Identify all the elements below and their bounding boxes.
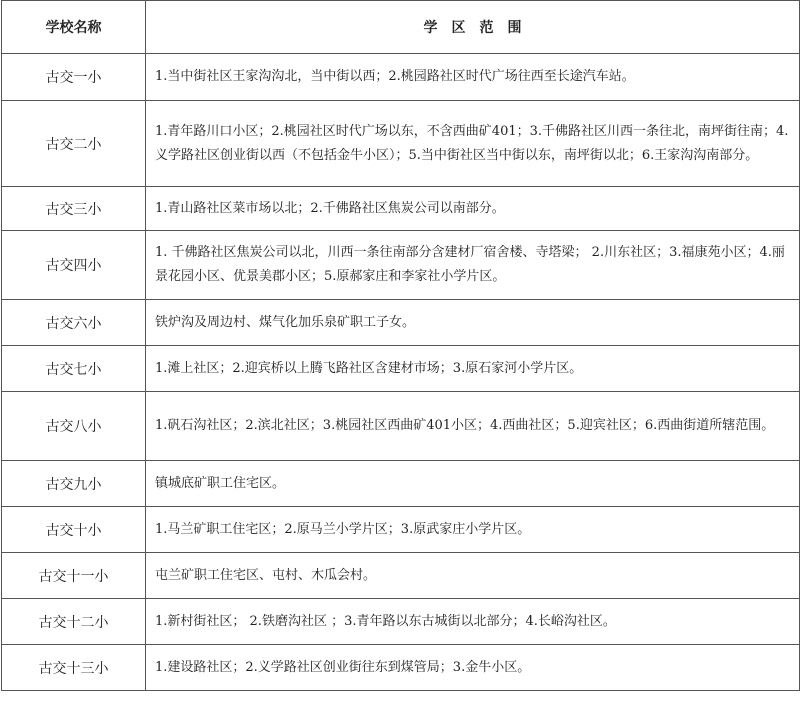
district-range-cell: 1.矾石沟社区；2.滨北社区；3.桃园社区西曲矿401小区；4.西曲社区；5.迎宾社区；6.西曲街道所辖范围。 xyxy=(146,392,800,461)
district-range-cell: 屯兰矿职工住宅区、屯村、木瓜会村。 xyxy=(146,553,800,599)
table-row xyxy=(2,507,800,553)
table-row xyxy=(2,553,800,599)
school-name-cell: 古交十二小 xyxy=(2,599,146,645)
school-name-cell: 古交十小 xyxy=(2,507,146,553)
school-name-cell: 古交一小 xyxy=(2,54,146,101)
table-row xyxy=(2,392,800,461)
school-name-cell: 古交八小 xyxy=(2,392,146,461)
district-range-cell: 1.马兰矿职工住宅区；2.原马兰小学片区；3.原武家庄小学片区。 xyxy=(146,507,800,553)
district-range-cell: 1. 千佛路社区焦炭公司以北，川西一条往南部分含建材厂宿舍楼、寺塔梁； 2.川东社区；3.福康苑小区；4.丽景花园小区、优景美郡小区；5.原郝家庄和李家社小学片区。 xyxy=(146,231,800,300)
district-range-cell: 1.当中街社区王家沟沟北，当中街以西；2.桃园路社区时代广场往西至长途汽车站。 xyxy=(146,54,800,101)
table-row xyxy=(2,599,800,645)
district-range-cell: 1.建设路社区；2.义学路社区创业街往东到煤管局；3.金牛小区。 xyxy=(146,645,800,691)
table-row xyxy=(2,461,800,507)
table-row xyxy=(2,101,800,187)
table-header-row xyxy=(2,1,800,54)
table-row xyxy=(2,346,800,392)
table-row xyxy=(2,300,800,346)
district-range-cell: 镇城底矿职工住宅区。 xyxy=(146,461,800,507)
school-name-cell: 古交四小 xyxy=(2,231,146,300)
school-name-cell: 古交十三小 xyxy=(2,645,146,691)
district-range-cell: 1.新村街社区； 2.铁磨沟社区 ；3.青年路以东古城街以北部分；4.长峪沟社区。 xyxy=(146,599,800,645)
school-name-cell: 古交六小 xyxy=(2,300,146,346)
table-row xyxy=(2,231,800,300)
district-range-cell: 1.滩上社区；2.迎宾桥以上腾飞路社区含建材市场；3.原石家河小学片区。 xyxy=(146,346,800,392)
table-row xyxy=(2,187,800,231)
school-district-table xyxy=(1,0,800,691)
district-range-cell: 1.青山路社区菜市场以北；2.千佛路社区焦炭公司以南部分。 xyxy=(146,187,800,231)
school-name-cell: 古交十一小 xyxy=(2,553,146,599)
header-school-name: 学校名称 xyxy=(2,1,146,54)
school-name-cell: 古交九小 xyxy=(2,461,146,507)
district-range-cell: 铁炉沟及周边村、煤气化加乐泉矿职工子女。 xyxy=(146,300,800,346)
school-name-cell: 古交七小 xyxy=(2,346,146,392)
school-name-cell: 古交二小 xyxy=(2,101,146,187)
school-name-cell: 古交三小 xyxy=(2,187,146,231)
table-row xyxy=(2,54,800,101)
table-row xyxy=(2,645,800,691)
header-district-range: 学区范围 xyxy=(146,1,800,54)
district-range-cell: 1.青年路川口小区；2.桃园社区时代广场以东，不含西曲矿401；3.千佛路社区川西一条往北，南坪街往南；4.义学路社区创业街以西（不包括金牛小区）；5.当中街社区当中街以东，南坪街以北；6.王家沟沟南部分。 xyxy=(146,101,800,187)
